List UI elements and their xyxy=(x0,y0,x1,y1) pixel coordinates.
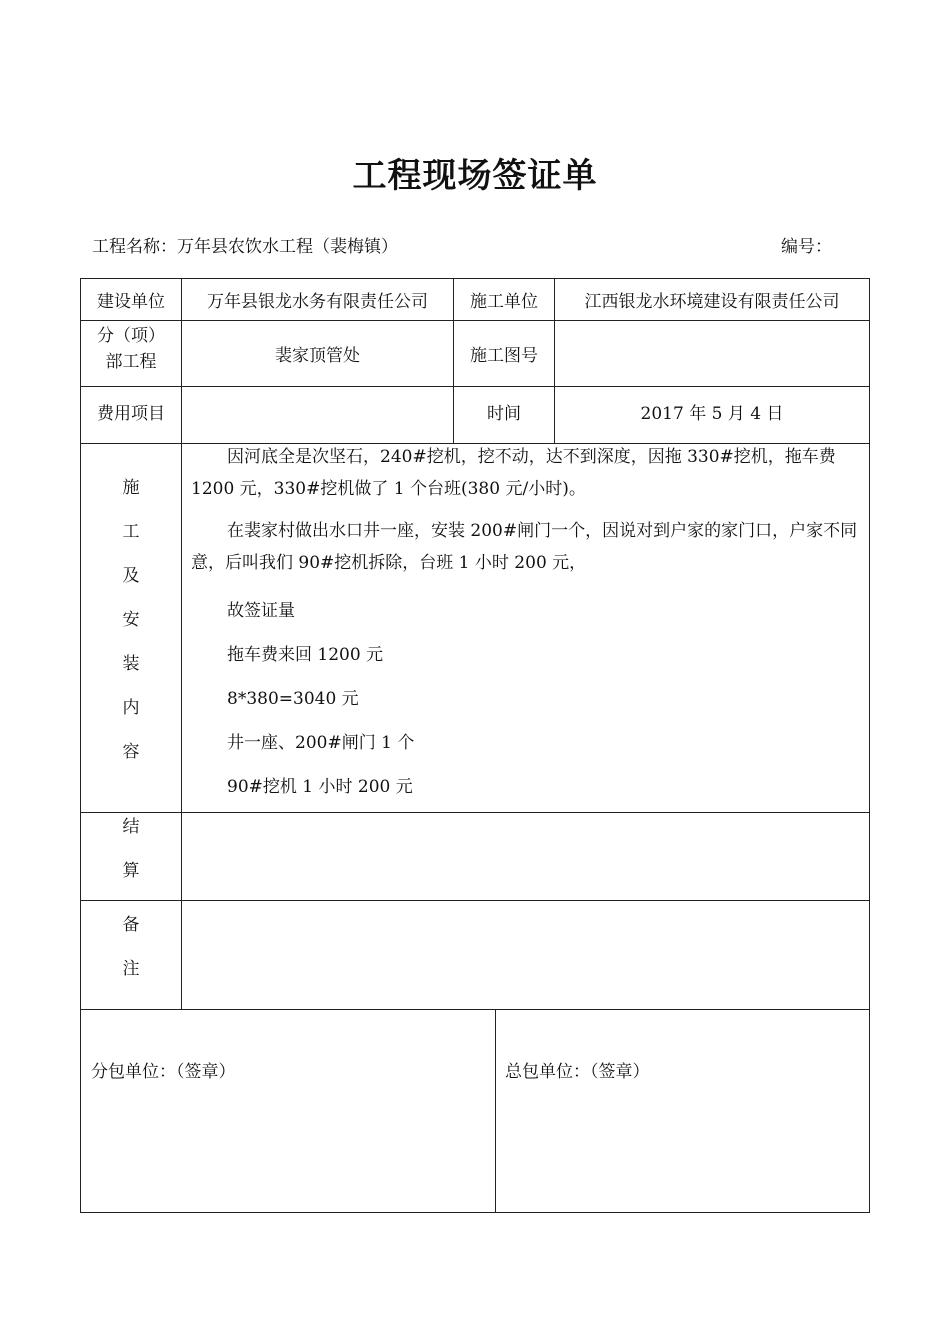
cost-item-value xyxy=(182,387,453,443)
content-label-char: 工 xyxy=(122,522,140,542)
content-line: 90#挖机 1 小时 200 元 xyxy=(227,777,413,797)
document-title: 工程现场签证单 xyxy=(352,156,598,196)
sub-project-label-line1: 分（项） xyxy=(97,326,165,346)
visa-form-table xyxy=(80,278,870,1213)
remark-label-char: 备 xyxy=(122,915,140,935)
content-label-char: 容 xyxy=(122,742,140,762)
sub-project-label-line2: 部工程 xyxy=(105,352,157,372)
content-label-char: 及 xyxy=(122,566,140,586)
time-label: 时间 xyxy=(487,404,521,424)
project-name-label: 工程名称： xyxy=(92,237,177,257)
sub-project-value: 裴家顶管处 xyxy=(275,346,360,366)
content-line: 8*380=3040 元 xyxy=(227,689,359,709)
construct-unit-value: 江西银龙水环境建设有限责任公司 xyxy=(584,292,840,312)
remark-label-char: 注 xyxy=(122,959,140,979)
content-label-char: 装 xyxy=(122,654,140,674)
settlement-label-char: 算 xyxy=(122,861,140,881)
subcontractor-signature: 分包单位：（签章） xyxy=(91,1062,236,1082)
cost-item-label: 费用项目 xyxy=(97,404,165,424)
build-unit-value: 万年县银龙水务有限责任公司 xyxy=(207,292,428,312)
construct-unit-label: 施工单位 xyxy=(470,292,538,312)
construction-content xyxy=(191,441,863,809)
content-label-char: 安 xyxy=(122,610,140,630)
settlement-label-char: 结 xyxy=(122,817,140,837)
content-label xyxy=(81,466,181,774)
content-line: 拖车费来回 1200 元 xyxy=(227,645,384,665)
content-paragraph-1: 因河底全是次坚石，240#挖机，挖不动，达不到深度，因拖 330#挖机，拖车费 1200 元，330#挖机做了 1 个台班(380 元/小时)。 xyxy=(191,447,836,499)
project-name-value: 万年县农饮水工程（裴梅镇） xyxy=(177,237,398,257)
remark-label xyxy=(81,903,181,991)
content-label-char: 内 xyxy=(122,698,140,718)
number-label: 编号： xyxy=(781,237,832,257)
content-paragraph-2: 在裴家村做出水口井一座，安装 200#闸门一个，因说对到户家的家门口，户家不同意，后叫我们 90#挖机拆除，台班 1 小时 200 元， xyxy=(191,521,858,573)
drawing-no-value xyxy=(555,321,869,386)
sub-project-label xyxy=(81,321,181,386)
content-label-char: 施 xyxy=(122,478,140,498)
general-contractor-signature: 总包单位：（签章） xyxy=(505,1062,650,1082)
time-value: 2017 年 5 月 4 日 xyxy=(640,404,784,424)
project-info xyxy=(92,232,832,257)
content-line: 井一座、200#闸门 1 个 xyxy=(227,733,415,753)
settlement-label xyxy=(81,805,181,893)
build-unit-label: 建设单位 xyxy=(97,292,165,312)
drawing-no-label: 施工图号 xyxy=(470,346,538,366)
content-line: 故签证量 xyxy=(227,601,295,621)
